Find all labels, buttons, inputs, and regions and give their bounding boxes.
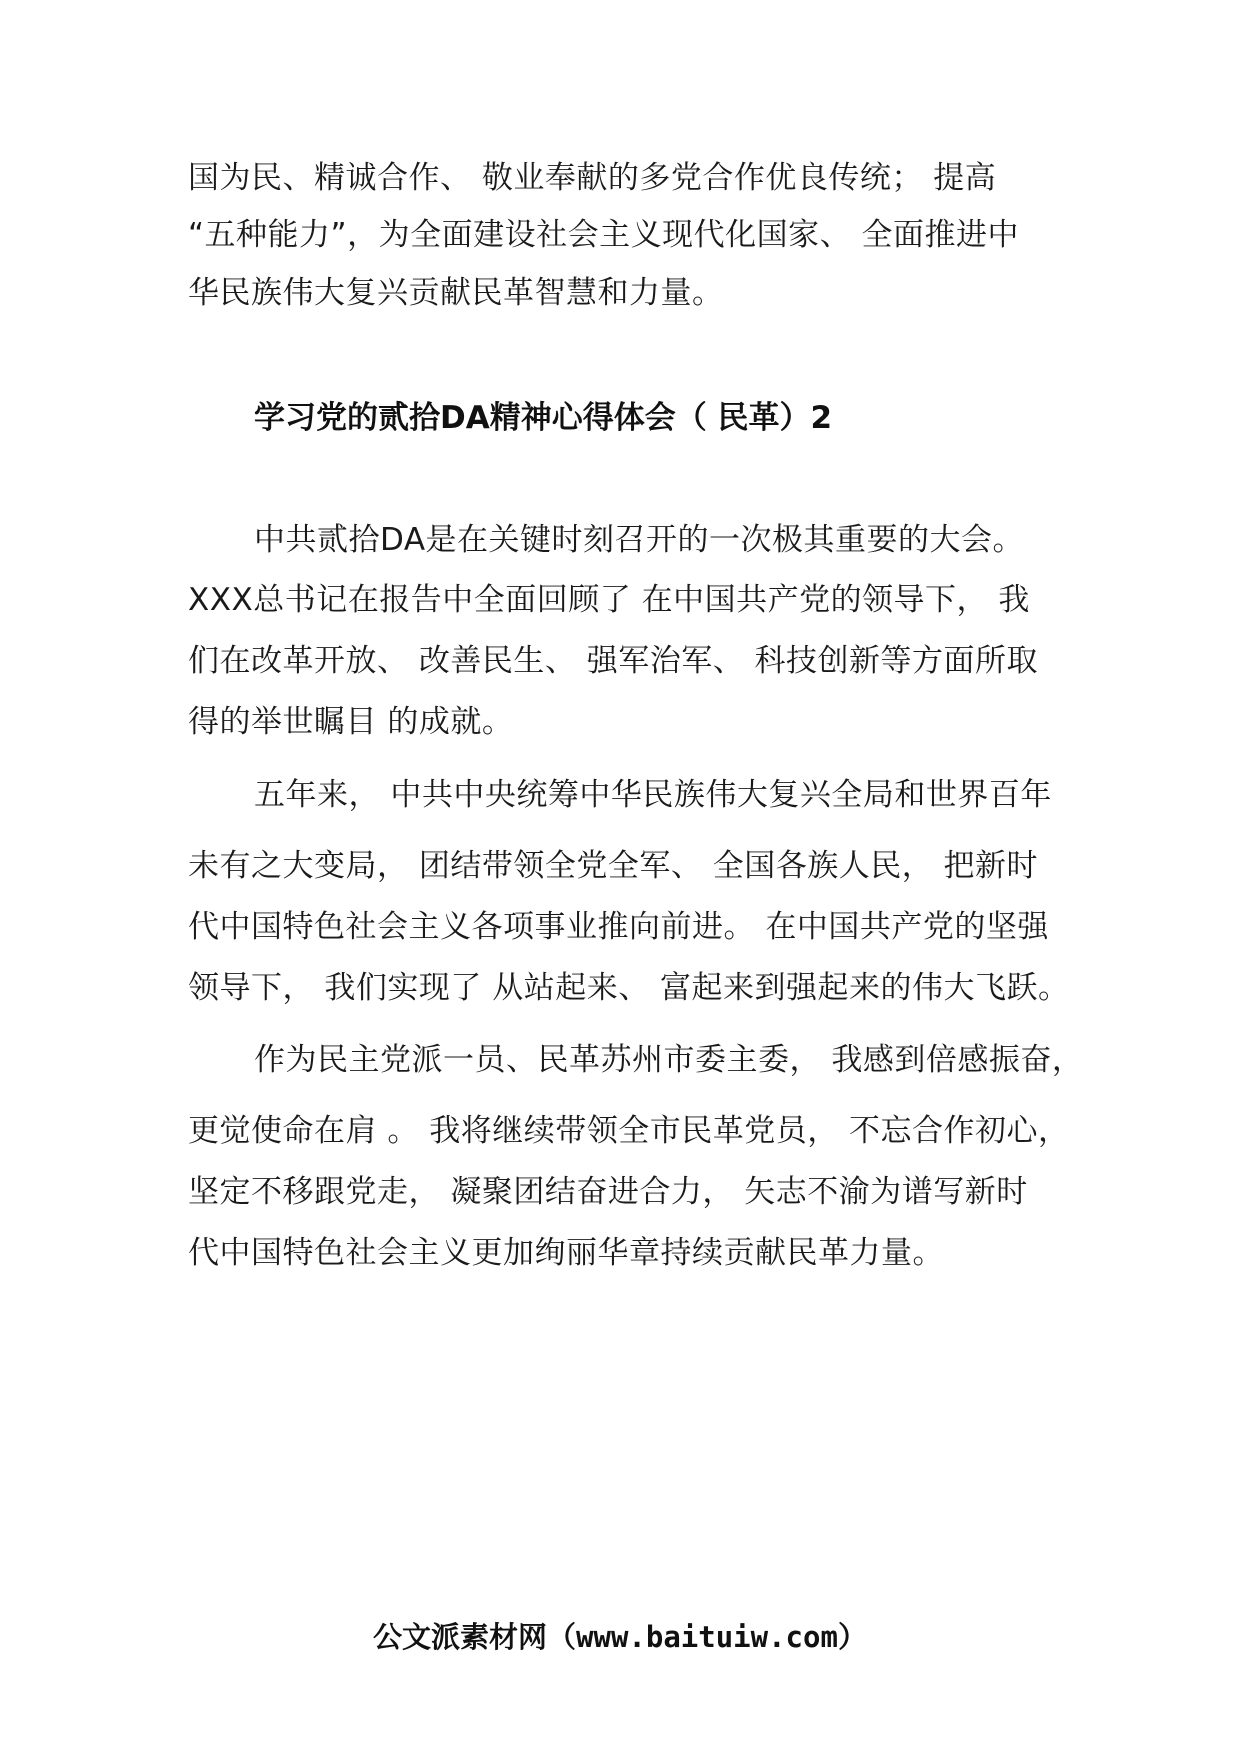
footer-site-name: 公文派素材网: [373, 1620, 548, 1654]
text-line: 代中国特色社会主义更加绚丽华章持续贡献民革力量。: [188, 1235, 944, 1271]
page-footer: [0, 1617, 1240, 1657]
footer-url: （www.baituiw.com）: [547, 1620, 867, 1654]
text-line: 中共贰拾DA是在关键时刻召开的一次极其重要的大会。: [254, 522, 1025, 558]
text-line: XXX总书记在报告中全面回顾了 在中国共产党的领导下， 我: [188, 582, 1030, 618]
text-line: 国为民、精诚合作、 敬业奉献的多党合作优良传统； 提高: [188, 160, 997, 196]
text-line: 五年来， 中共中央统筹中华民族伟大复兴全局和世界百年: [254, 777, 1052, 813]
text-line: 得的举世瞩目 的成就。: [188, 704, 514, 740]
text-line: 代中国特色社会主义各项事业推向前进。 在中国共产党的坚强: [188, 909, 1049, 945]
text-line: 更觉使命在肩 。 我将继续带领全市民革党员， 不忘合作初心，: [188, 1113, 1070, 1149]
text-line: 未有之大变局， 团结带领全党全军、 全国各族人民， 把新时: [188, 848, 1039, 884]
text-line: 坚定不移跟党走， 凝聚团结奋进合力， 矢志不渝为谱写新时: [188, 1174, 1028, 1210]
text-line: 领导下， 我们实现了 从站起来、 富起来到强起来的伟大飞跃。: [188, 970, 1070, 1006]
text-line: 作为民主党派一员、民革苏州市委主委， 我感到倍感振奋，: [254, 1042, 1084, 1078]
section-heading: 学习党的贰拾DA精神心得体会（ 民革）2: [254, 400, 833, 436]
text-line: 华民族伟大复兴贡献民革智慧和力量。: [188, 275, 724, 311]
text-line: 们在改革开放、 改善民生、 强军治军、 科技创新等方面所取: [188, 643, 1039, 679]
text-line: “五种能力”，为全面建设社会主义现代化国家、 全面推进中: [188, 217, 1019, 253]
